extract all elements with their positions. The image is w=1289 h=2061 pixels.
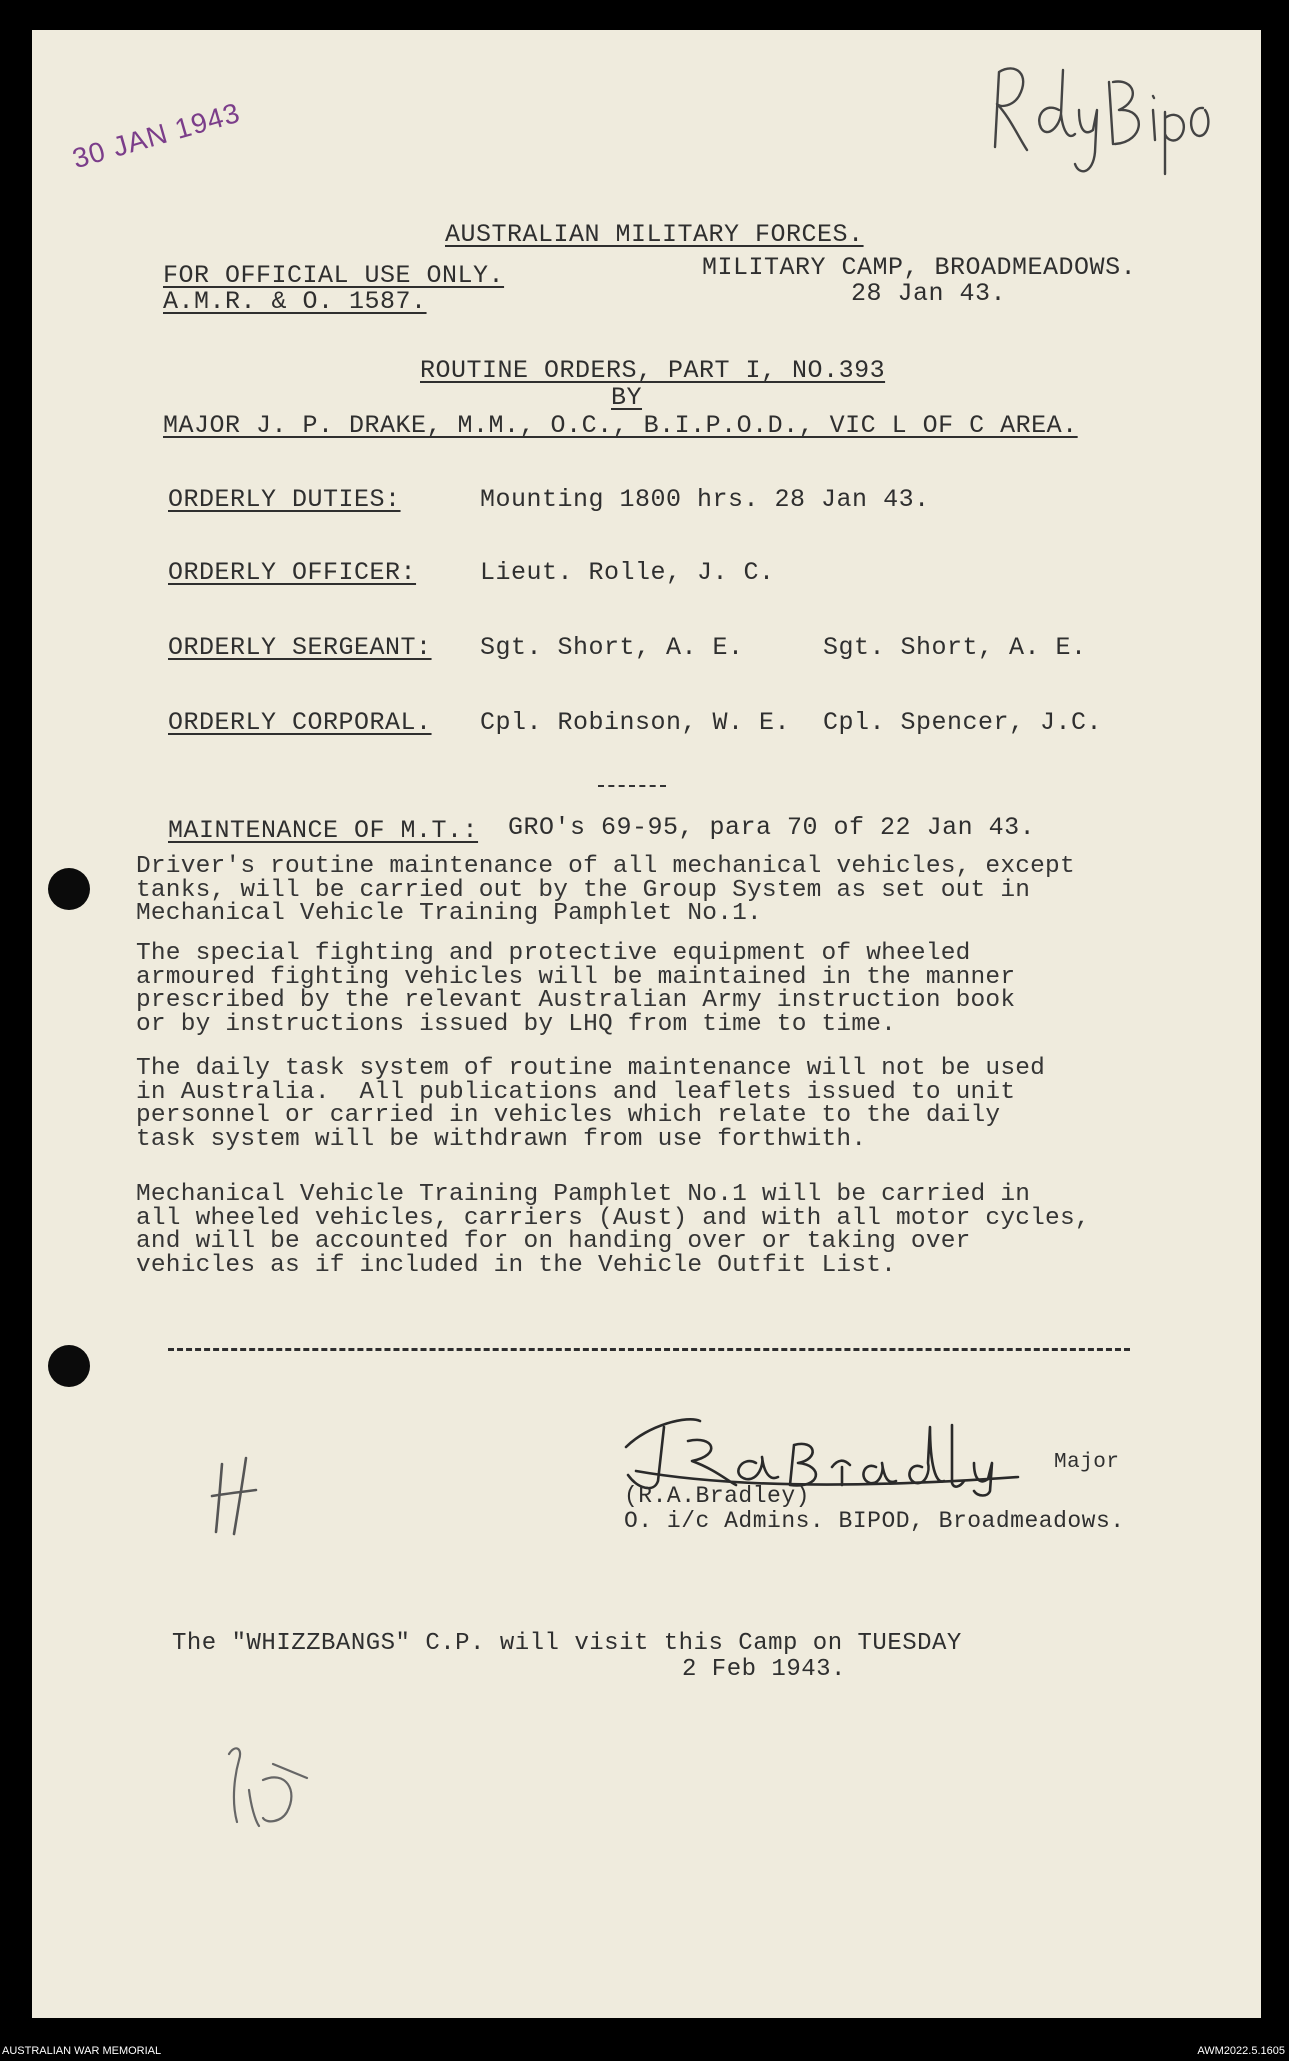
duty-value: Mounting 1800 hrs. 28 Jan 43. <box>480 485 930 514</box>
duty-value-relief: Cpl. Spencer, J.C. <box>823 708 1103 737</box>
punch-hole-1 <box>48 868 90 910</box>
duty-value: Cpl. Robinson, W. E. <box>480 708 791 737</box>
regulation-ref: A.M.R. & O. 1587. <box>163 287 427 316</box>
orders-by: BY <box>611 383 643 412</box>
maintenance-paragraph: Mechanical Vehicle Training Pamphlet No.1 will be carried in all wheeled vehicles, carriers (Aust) and with all motor cycles, and will be accounted for on handing over or taking over vehicles as if included in the Vehicle Outfit List. <box>136 1181 1090 1279</box>
classification: FOR OFFICIAL USE ONLY. <box>163 261 505 290</box>
duty-value-relief: Sgt. Short, A. E. <box>823 633 1087 662</box>
separator-short <box>598 785 666 787</box>
signatory-name: (R.A.Bradley) <box>624 1483 810 1509</box>
footer-source: AUSTRALIAN WAR MEMORIAL <box>2 2045 162 2057</box>
signatory-rank: Major <box>1054 1451 1120 1474</box>
maintenance-reference: GRO's 69-95, para 70 of 22 Jan 43. <box>508 813 1036 842</box>
duty-label: ORDERLY CORPORAL. <box>168 708 432 737</box>
footer-accession: AWM2022.5.1605 <box>1197 2045 1285 2057</box>
orders-issuer: MAJOR J. P. DRAKE, M.M., O.C., B.I.P.O.D., VIC L OF C AREA. <box>163 411 1078 440</box>
document-date: 28 Jan 43. <box>851 279 1007 308</box>
notice-line-1: The "WHIZZBANGS" C.P. will visit this Camp on TUESDAY <box>172 1630 962 1657</box>
location: MILITARY CAMP, BROADMEADOWS. <box>702 253 1137 282</box>
maintenance-paragraph: Driver's routine maintenance of all mechanical vehicles, except tanks, will be carried out by the Group System as set out in Mechanical Vehicle Training Pamphlet No.1. <box>136 853 1075 927</box>
orders-title: ROUTINE ORDERS, PART I, NO.393 <box>420 356 886 385</box>
duty-label: ORDERLY OFFICER: <box>168 558 417 587</box>
punch-hole-2 <box>48 1345 90 1387</box>
signatory-position: O. i/c Admins. BIPOD, Broadmeadows. <box>624 1508 1125 1534</box>
handwritten-scribble <box>215 1730 325 1840</box>
divider <box>168 1348 1130 1351</box>
document-title: AUSTRALIAN MILITARY FORCES. <box>445 220 864 249</box>
duty-value: Lieut. Rolle, J. C. <box>480 558 775 587</box>
duty-label: ORDERLY DUTIES: <box>168 485 401 514</box>
duty-label: ORDERLY SERGEANT: <box>168 633 432 662</box>
maintenance-heading: MAINTENANCE OF M.T.: <box>168 816 479 845</box>
notice-line-2: 2 Feb 1943. <box>682 1656 846 1683</box>
maintenance-paragraph: The special fighting and protective equipment of wheeled armoured fighting vehicles will be maintained in the manner prescribed by the relevant Australian Army instruction book or by instructions issued by LHQ from time to time. <box>136 940 1016 1038</box>
duty-value: Sgt. Short, A. E. <box>480 633 744 662</box>
handwritten-initial-mark <box>200 1450 270 1540</box>
handwritten-note <box>975 52 1215 182</box>
date-stamp: 30 JAN 1943 <box>68 96 244 175</box>
maintenance-paragraph: The daily task system of routine maintenance will not be used in Australia. All publications and leaflets issued to unit personnel or carried in vehicles which relate to the daily task system will be withdrawn from use forthwith. <box>136 1055 1046 1153</box>
